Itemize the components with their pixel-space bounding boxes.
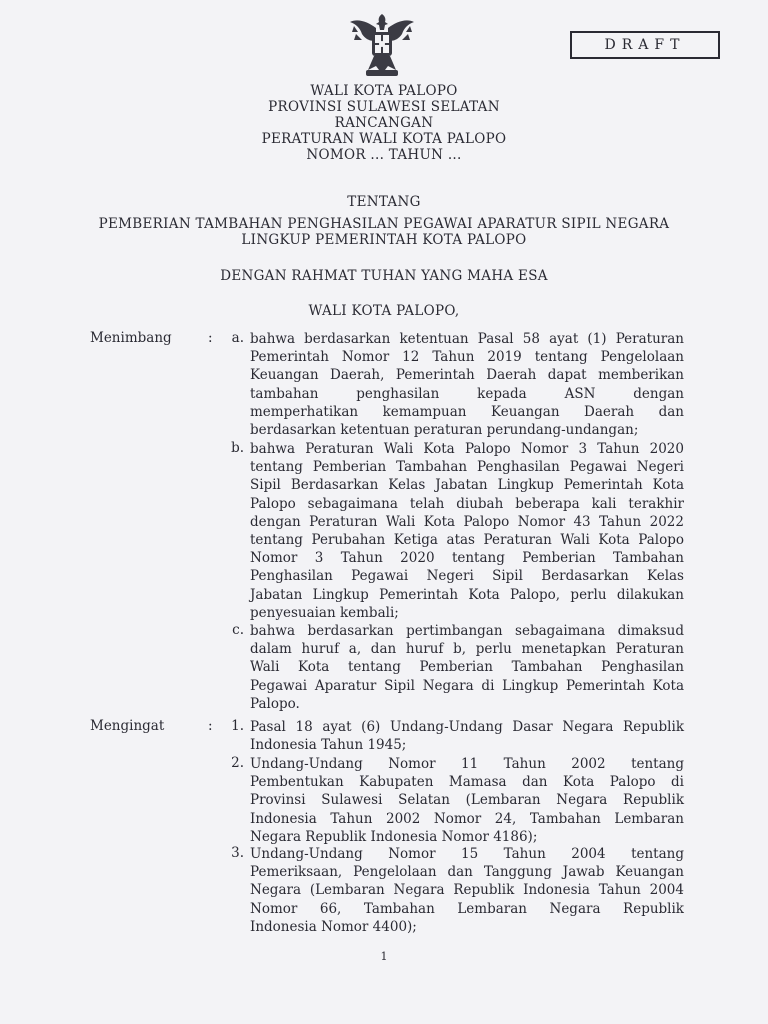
mengingat-label: Mengingat <box>90 718 165 734</box>
mengingat-marker-3: 3. <box>231 845 244 861</box>
mengingat-marker-2: 2. <box>231 755 244 771</box>
preamble-heading: DENGAN RAHMAT TUHAN YANG MAHA ESA <box>220 268 548 284</box>
subject-line-1: PEMBERIAN TAMBAHAN PENGHASILAN PEGAWAI APARATUR SIPIL NEGARA <box>98 216 670 232</box>
menimbang-label: Menimbang <box>90 330 172 346</box>
official-name: WALI KOTA PALOPO, <box>308 303 460 319</box>
menimbang-colon: : <box>208 330 213 346</box>
regulation-number: NOMOR ... TAHUN ... <box>306 147 462 163</box>
subject-line-2: LINGKUP PEMERINTAH KOTA PALOPO <box>241 232 527 248</box>
menimbang-item-a: bahwa berdasarkan ketentuan Pasal 58 ayat (1) Peraturan Pemerintah Nomor 12 Tahun 2019 tentang Pengelolaan Keuangan Daerah, Pemerintah Daerah dapat memberikan tambahan penghasilan kepada ASN dengan memperhatikan kemampuan Keuangan Daerah dan berdasarkan ketentuan peraturan perundang-undangan; <box>250 331 684 439</box>
issuer-title: WALI KOTA PALOPO <box>310 83 458 99</box>
menimbang-marker-a: a. <box>231 330 244 346</box>
menimbang-marker-b: b. <box>231 440 244 456</box>
garuda-emblem-icon <box>346 10 418 78</box>
menimbang-marker-c: c. <box>232 622 244 638</box>
draft-type-label: RANCANGAN <box>334 115 434 131</box>
province-title: PROVINSI SULAWESI SELATAN <box>268 99 500 115</box>
mengingat-colon: : <box>208 718 213 734</box>
regulation-title: PERATURAN WALI KOTA PALOPO <box>261 131 507 147</box>
mengingat-item-1: Pasal 18 ayat (6) Undang-Undang Dasar Negara Republik Indonesia Tahun 1945; <box>250 719 684 754</box>
tentang-heading: TENTANG <box>347 194 421 210</box>
menimbang-item-c: bahwa berdasarkan pertimbangan sebagaimana dimaksud dalam huruf a, dan huruf b, perlu menetapkan Peraturan Wali Kota tentang Pemberian Tambahan Penghasilan Pegawai Aparatur Sipil Negara di Lingkup Pemerintah Kota Palopo. <box>250 623 684 712</box>
menimbang-item-b: bahwa Peraturan Wali Kota Palopo Nomor 3 Tahun 2020 tentang Pemberian Tambahan Penghasilan Pegawai Negeri Sipil Berdasarkan Kelas Jabatan Lingkup Pemerintah Kota Palopo sebagaimana telah diubah beberapa kali terakhir dengan Peraturan Wali Kota Palopo Nomor 43 Tahun 2022 tentang Perubahan Ketiga atas Peraturan Wali Kota Palopo Nomor 3 Tahun 2020 tentang Pemberian Tambahan Penghasilan Pegawai Negeri Sipil Berdasarkan Kelas Jabatan Lingkup Pemerintah Kota Palopo, perlu dilakukan penyesuaian kembali; <box>250 441 684 621</box>
page-number: 1 <box>380 950 388 963</box>
draft-stamp: DRAFT <box>570 31 720 59</box>
mengingat-marker-1: 1. <box>231 718 244 734</box>
mengingat-item-3: Undang-Undang Nomor 15 Tahun 2004 tentang Pemeriksaan, Pengelolaan dan Tanggung Jawab Keuangan Negara (Lembaran Negara Republik Indonesia Tahun 2004 Nomor 66, Tambahan Lembaran Negara Republik Indonesia Nomor 4400); <box>250 846 684 935</box>
mengingat-item-2: Undang-Undang Nomor 11 Tahun 2002 tentang Pembentukan Kabupaten Mamasa dan Kota Palopo di Provinsi Sulawesi Selatan (Lembaran Negara Republik Indonesia Tahun 2002 Nomor 24, Tambahan Lembaran Negara Republik Indonesia Nomor 4186); <box>250 756 684 845</box>
